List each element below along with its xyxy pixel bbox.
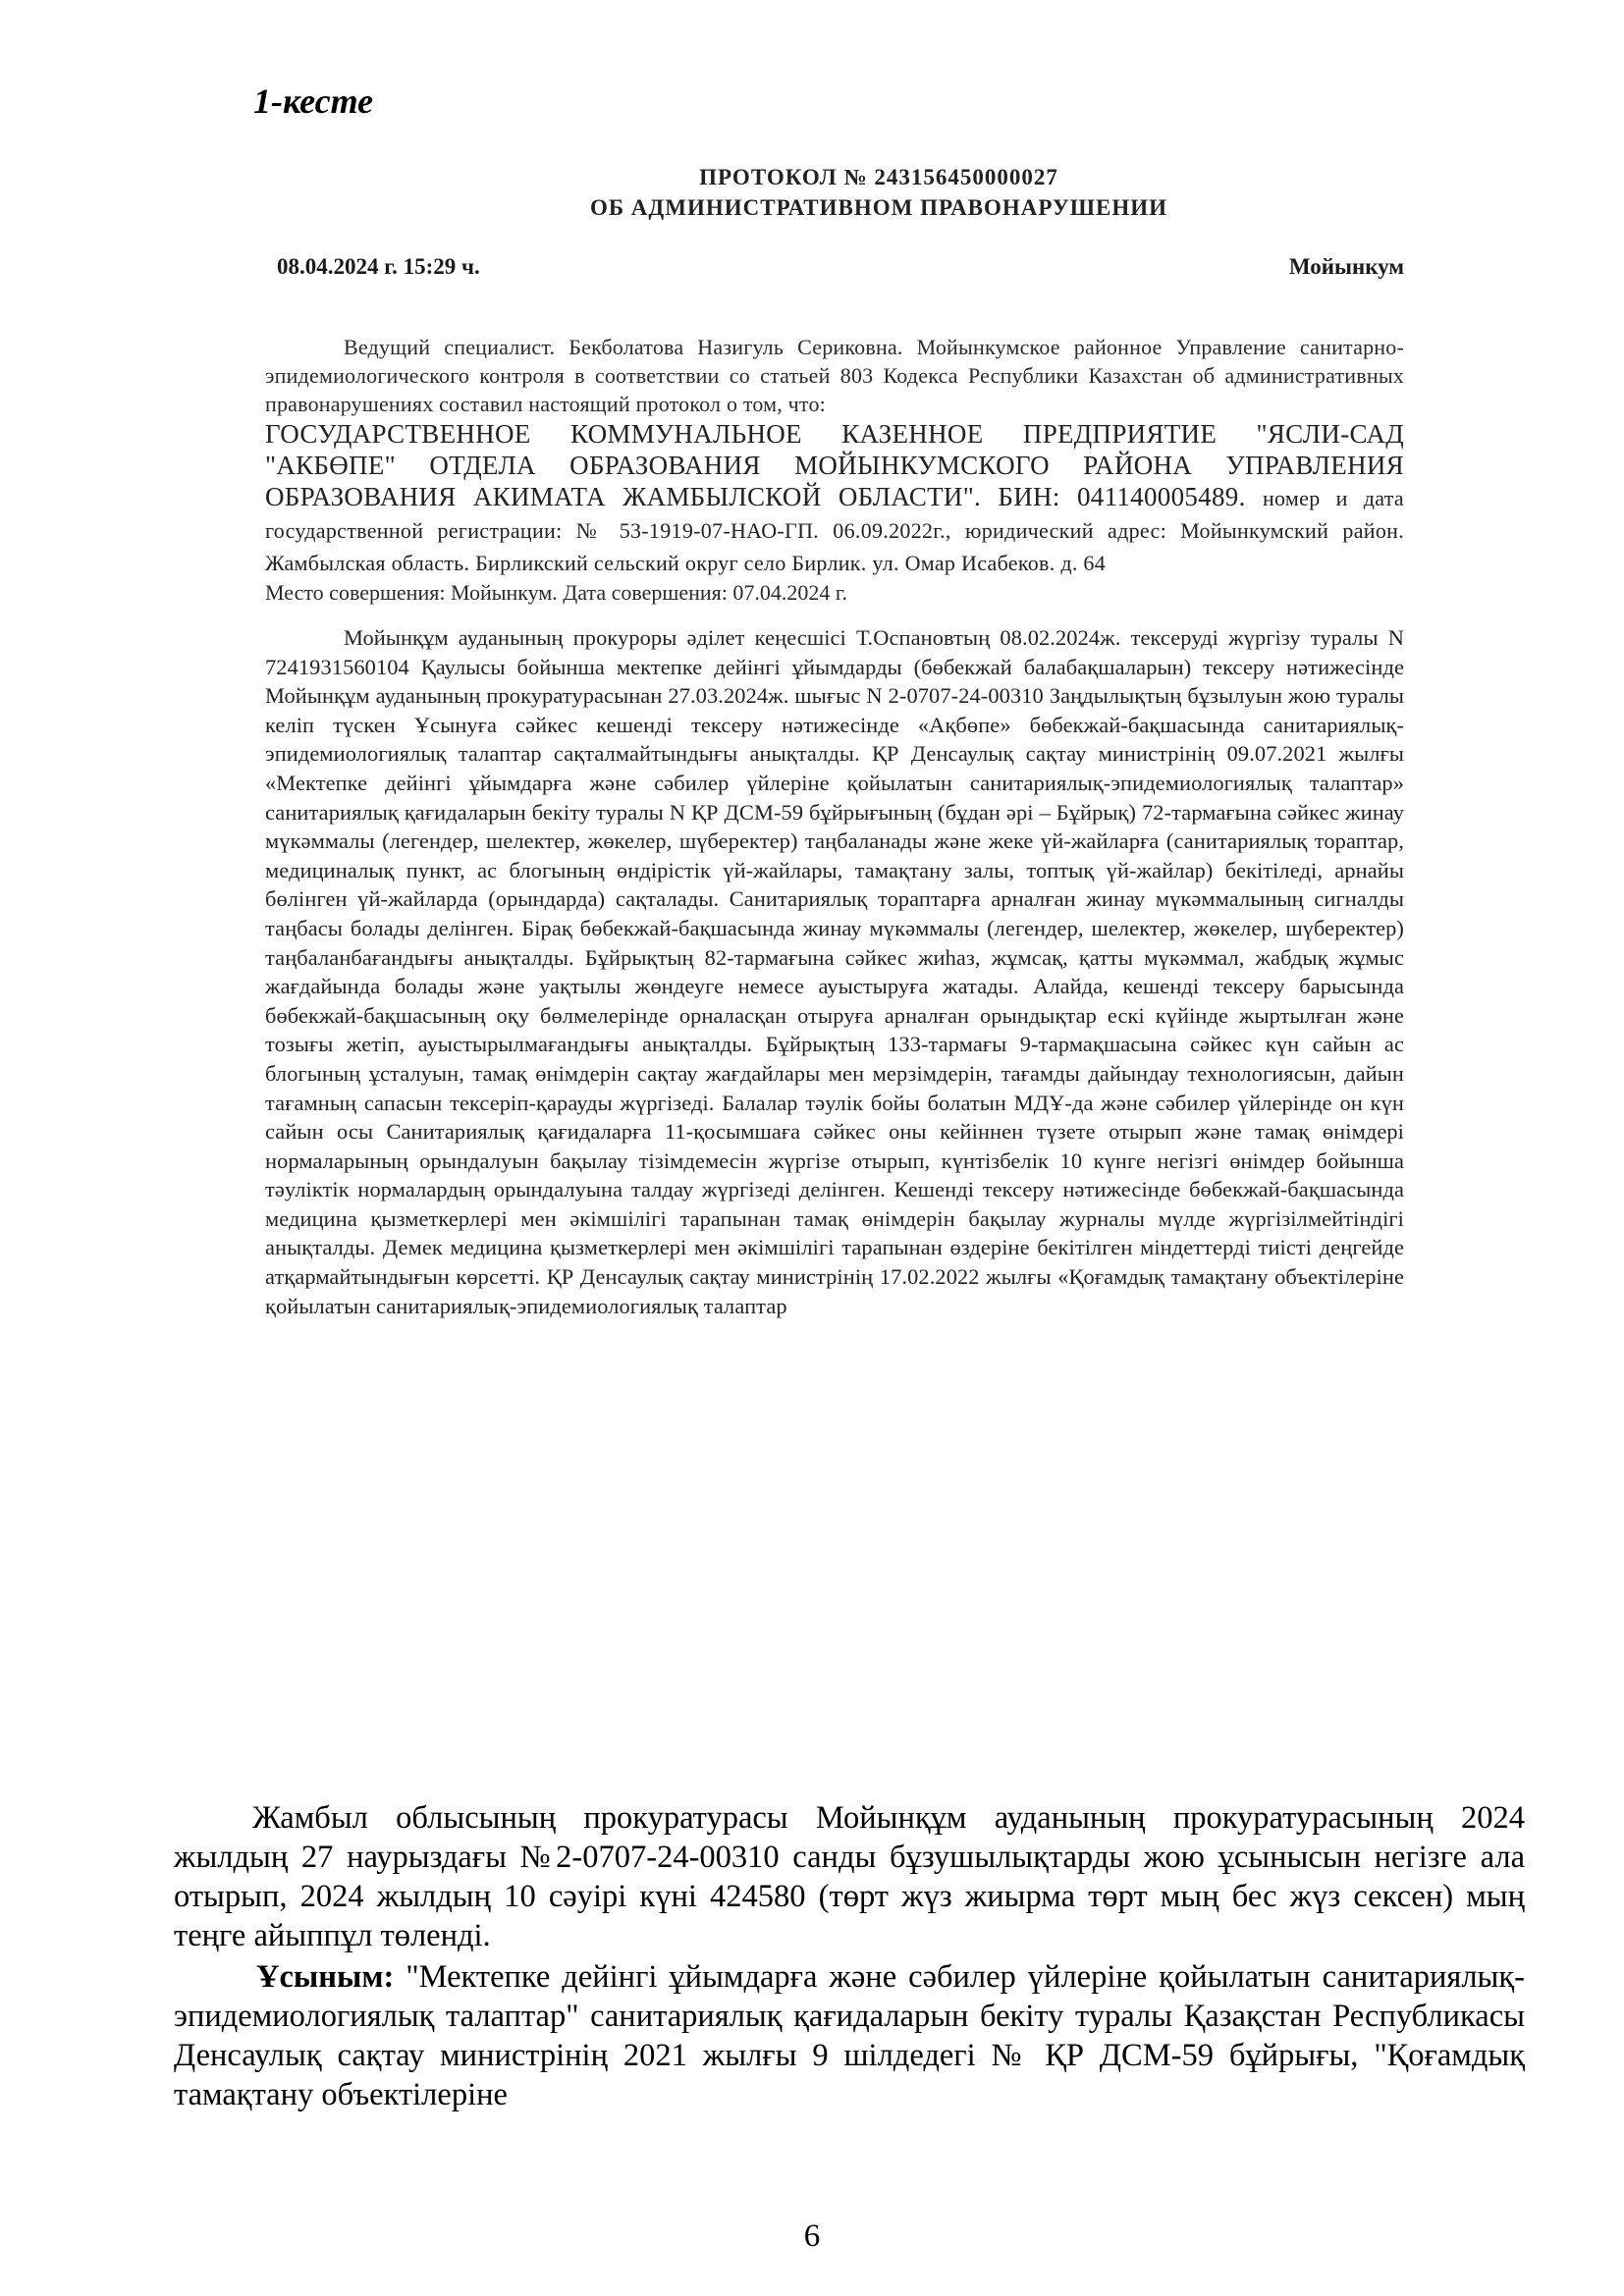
organization-name: ГОСУДАРСТВЕННОЕ КОММУНАЛЬНОЕ КАЗЕННОЕ ПРЕДПРИЯТИЕ "ЯСЛИ-САД "АКБӨПЕ" ОТДЕЛА ОБРАЗОВАНИЯ МОЙЫНКУМСКОГО РАЙОНА УПРАВЛЕНИЯ ОБРАЗОВАНИЯ АКИМАТА ЖАМБЫЛСКОЙ ОБЛАСТИ". БИН: 041140005489. (265, 419, 1404, 511)
recommendation-text: "Мектепке дейінгі ұйымдарға және сәбилер үйлеріне қойылатын санитариялық-эпидемиологиялық талаптар" санитариялық қағидаларын бекіту туралы Қазақстан Республикасы Денсаулық сақтау министрінің 2021 жылғы 9 шілдедегі № ҚР ДСМ-59 бұйрығы, "Қоғамдық тамақтану объектілеріне (174, 1959, 1525, 2112)
scanned-protocol (265, 162, 1404, 1723)
protocol-title-line1: ПРОТОКОЛ № 243156450000027 (699, 165, 1058, 189)
table-label: 1-кесте (253, 81, 374, 121)
protocol-title (353, 162, 1404, 223)
protocol-findings-paragraph: Мойынқұм ауданының прокуроры әділет кеңесшісі Т.Оспановтың 08.02.2024ж. тексеруді жүргізу туралы N 7241931560104 Қаулысы бойынша мектепке дейінгі ұйымдарды (бөбекжай балабақшаларын) тексеру нәтижесінде Мойынқұм ауданының прокуратурасынан 27.03.2024ж. шығыс N 2-0707-24-00310 Заңдылықтың бұзылуын жою туралы келіп түскен Ұсынуға сәйкес кешенді тексеру нәтижесінде «Ақбөпе» бөбекжай-бақшасында санитариялық-эпидемиологиялық талаптар сақталмайтындығы анықталды. ҚР Денсаулық сақтау министрінің 09.07.2021 жылғы «Мектепке дейінгі ұйымдарға және сәбилер үйлеріне қойылатын санитариялық-эпидемиологиялық талаптар» санитариялық қағидаларын бекіту туралы N ҚР ДСМ-59 бұйрығының (бұдан әрі – Бұйрық) 72-тармағына сәйкес жинау мүкәммалы (легендер, шелектер, жөкелер, шүберектер) таңбаланады және жеке үй-жайларға (санитариялық тораптар, медициналық пункт, ас блогының өндірістік үй-жайлары, тамақтану залы, топтық үй-жайлар) бекітіледі, арнайы бөлінген үй-жайларда (орындарда) сақталады. Санитариялық тораптарға арналған жинау мүкәммалының сигналды таңбасы болады делінген. Бірақ бөбекжай-бақшасында жинау мүкәммалы (легендер, шелектер, жөкелер, шүберектер) таңбаланбағандығы анықталды. Бұйрықтың 82-тармағына сәйкес жиһаз, жұмсақ, қатты мүкәммал, жабдық жұмыс жағдайында болады және уақтылы жөндеуге немесе ауыстыруға жатады. Алайда, кешенді тексеру барысында бөбекжай-бақшасының оқу бөлмелерінде орналасқан отыруға арналған орындықтар ескі күйінде жыртылған және тозығы жетіп, ауыстырылмағандығы анықталды. Бұйрықтың 133-тармағы 9-тармақшасына сәйкес күн сайын ас блогының ұсталуын, тамақ өнімдерін сақтау жағдайлары мен мерзімдерін, тағамды дайындау технологиясын, дайын тағамның сапасын тексеріп-қарауды жүргізеді. Балалар тәулік бойы болатын МДҰ-да және сәбилер үйлерінде он күн сайын осы Санитариялық қағидаларға 11-қосымшаға сәйкес оны кейіннен түзете отырып және тамақ өнімдері нормаларының орындалуын бақылау тізімдемесін жүргізе отырып, күнтізбелік 10 күнге негізгі өнімдер бойынша тәуліктік нормалардың орындалуына талдау жүргізеді делінген. Кешенді тексеру нәтижесінде бөбекжай-бақшасында медицина қызметкерлері мен әкімшілігі тарапынан тамақ өнімдерін бақылау журналы мүлде жүргізілмейтіндігі анықталды. Демек медицина қызметкерлері мен әкімшілігі тарапынан өздеріне бекітілген міндеттерді тиісті деңгейде атқармайтындығын көрсетті. ҚР Денсаулық сақтау министрінің 17.02.2022 жылғы «Қоғамдық тамақтану объектілеріне қойылатын санитариялық-эпидемиологиялық талаптар (265, 625, 1404, 1318)
protocol-place-line: Место совершения: Мойынкум. Дата совершения: 07.04.2024 г. (265, 580, 847, 605)
protocol-date-time: 08.04.2024 г. 15:29 ч. (277, 254, 480, 279)
protocol-place: Мойынкум (1288, 254, 1404, 279)
body-paragraph-recommendation (174, 1957, 1525, 2114)
page-number: 6 (803, 2218, 821, 2254)
organization-registration: номер и дата государственной регистрации: № 53-1919-07-НАО-ГП. 06.09.2022г., юридический адрес: Мойынкумский район. Жамбылская область. Бирликский сельский округ село Бирлик. ул. Омар Исабеков. д. 64 (265, 486, 1404, 575)
protocol-meta (265, 254, 1404, 294)
recommendation-label: Ұсыным: (256, 1959, 395, 1995)
protocol-organization (265, 418, 1404, 578)
protocol-intro-paragraph: Ведущий специалист. Бекболатова Назигуль Сериковна. Мойынкумское районное Управление санитарно-эпидемиологического контроля в соответствии со статьей 803 Кодекса Республики Казахстан об административных правонарушениях составил настоящий протокол о том, что: (265, 335, 1404, 416)
protocol-title-line2: ОБ АДМИНИСТРАТИВНОМ ПРАВОНАРУШЕНИИ (589, 195, 1168, 220)
body-paragraph-fine: Жамбыл облысының прокуратурасы Мойынқұм ауданының прокуратурасының 2024 жылдың 27 наурыздағы №2-0707-24-00310 санды бұзушылықтарды жою ұсынысын негізге ала отырып, 2024 жылдың 10 сәуірі күні 424580 (төрт жүз жиырма төрт мың бес жүз сексен) мың теңге айыппұл төленді. (174, 1800, 1525, 1953)
